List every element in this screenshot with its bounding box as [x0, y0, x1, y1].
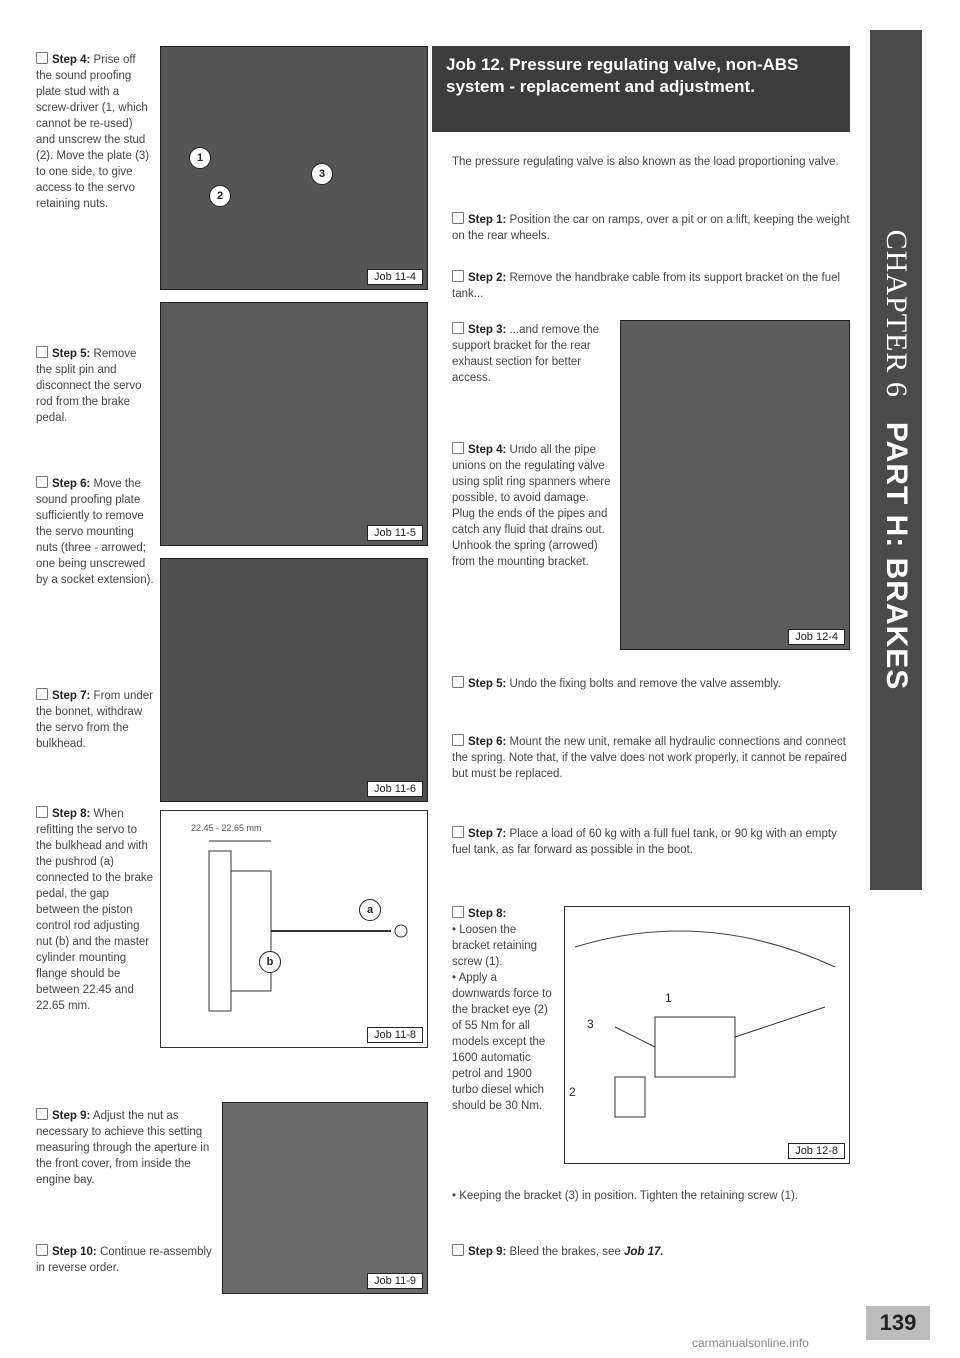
checkbox-icon [36, 346, 48, 358]
left-step-8: Step 8: When refitting the servo to the bulkhead and with the pushrod (a) connected to the brake pedal, the gap between the piston control rod adjusting nut (b) and the master cylinder mounting flange should be between 22.45 and 22.65 mm. [36, 808, 153, 1012]
callout-b: b [259, 951, 281, 973]
valve-diagram-drawing [565, 907, 849, 1163]
checkbox-icon [36, 52, 48, 64]
right-step-2: Step 2: Remove the handbrake cable from its support bracket on the fuel tank... [452, 272, 841, 300]
diagram-job-11-8 [160, 810, 428, 1048]
checkbox-icon [36, 688, 48, 700]
callout-3: 3 [311, 163, 333, 185]
photo-job-11-9 [222, 1102, 428, 1294]
checkbox-icon [36, 1108, 48, 1120]
checkbox-icon [36, 1244, 48, 1256]
left-step-10: Step 10: Continue re-assembly in reverse order. [36, 1246, 212, 1274]
figure-label: Job 11-4 [367, 269, 423, 285]
servo-diagram-drawing [161, 811, 427, 1047]
figure-label: Job 11-5 [367, 525, 423, 541]
checkbox-icon [452, 906, 464, 918]
checkbox-icon [452, 322, 464, 334]
figure-label: Job 11-6 [367, 781, 423, 797]
checkbox-icon [36, 806, 48, 818]
checkbox-icon [452, 212, 464, 224]
callout-2: 2 [569, 1085, 576, 1099]
callout-2: 2 [209, 185, 231, 207]
photo-job-11-6 [160, 558, 428, 802]
photo-job-11-5 [160, 302, 428, 546]
left-step-9: Step 9: Adjust the nut as necessary to achieve this setting measuring through the aperture in the front cover, from inside the engine bay. [36, 1110, 210, 1186]
photo-job-11-4 [160, 46, 428, 290]
right-step-5: Step 5: Undo the fixing bolts and remove the valve assembly. [452, 676, 852, 692]
photo-job-12-4 [620, 320, 850, 650]
figure-label: Job 12-8 [788, 1143, 845, 1159]
checkbox-icon [452, 1244, 464, 1256]
right-step-4: Step 4: Undo all the pipe unions on the regulating valve using split ring spanners where possible, to avoid damage. Plug the ends of the pipes and catch any fluid that drains out. Unhook the spring (arrowed) from the mounting bracket. [452, 444, 611, 568]
watermark: carmanualsonline.info [692, 1336, 809, 1350]
left-step-4: Step 4: Prise off the sound proofing plate stud with a screw-driver (1, which cannot be re-used) and unscrew the stud (2). Move the plate (3) to one side, to give access to the servo retaining nuts. [36, 54, 150, 210]
callout-3: 3 [587, 1017, 594, 1031]
diagram-job-12-8 [564, 906, 850, 1164]
chapter-label: CHAPTER 6 [880, 229, 913, 398]
chapter-side-tab [870, 30, 922, 890]
figure-label: Job 11-9 [367, 1273, 423, 1289]
figure-label: Job 11-8 [367, 1027, 423, 1043]
left-step-5: Step 5: Remove the split pin and disconnect the servo rod from the brake pedal. [36, 348, 142, 424]
callout-a: a [359, 899, 381, 921]
right-step-9: Step 9: Bleed the brakes, see Job 17. [452, 1244, 852, 1260]
callout-1: 1 [189, 147, 211, 169]
dimension-label: 22.45 - 22.65 mm [191, 823, 262, 833]
checkbox-icon [36, 476, 48, 488]
right-step-1: Step 1: Position the car on ramps, over a pit or on a lift, keeping the weight on the rear wheels. [452, 214, 850, 242]
checkbox-icon [452, 826, 464, 838]
left-step-7: Step 7: From under the bonnet, withdraw the servo from the bulkhead. [36, 690, 153, 750]
right-step-3: Step 3: ...and remove the support bracket for the rear exhaust section for better access. [452, 324, 600, 384]
checkbox-icon [452, 270, 464, 282]
part-label: PART H: BRAKES [880, 421, 913, 691]
right-intro: The pressure regulating valve is also known as the load proportioning valve. [452, 156, 839, 168]
right-step-8: Step 8: • Loosen the bracket retaining screw (1). • Apply a downwards force to the bracket eye (2) of 55 Nm for all models except the 1600 automatic petrol and 1900 turbo diesel which should be 30 Nm. [452, 908, 552, 1112]
callout-1: 1 [665, 991, 672, 1005]
figure-label: Job 12-4 [788, 629, 845, 645]
page-number: 139 [866, 1306, 930, 1340]
checkbox-icon [452, 442, 464, 454]
right-step-8-cont: • Keeping the bracket (3) in position. Tighten the retaining screw (1). [452, 1190, 799, 1202]
checkbox-icon [452, 734, 464, 746]
right-step-6: Step 6: Mount the new unit, remake all hydraulic connections and connect the spring. Note that, if the valve does not work properly, it cannot be repaired but must be replaced. [452, 736, 847, 780]
left-step-6: Step 6: Move the sound proofing plate sufficiently to remove the servo mounting nuts (three - arrowed; one being unscrewed by a socket extension). [36, 478, 154, 586]
checkbox-icon [452, 676, 464, 688]
job-12-title: Job 12. Pressure regulating valve, non-ABS system - replacement and adjustment. [432, 46, 850, 132]
right-step-7: Step 7: Place a load of 60 kg with a full fuel tank, or 90 kg with an empty fuel tank, as far forward as possible in the boot. [452, 828, 837, 856]
